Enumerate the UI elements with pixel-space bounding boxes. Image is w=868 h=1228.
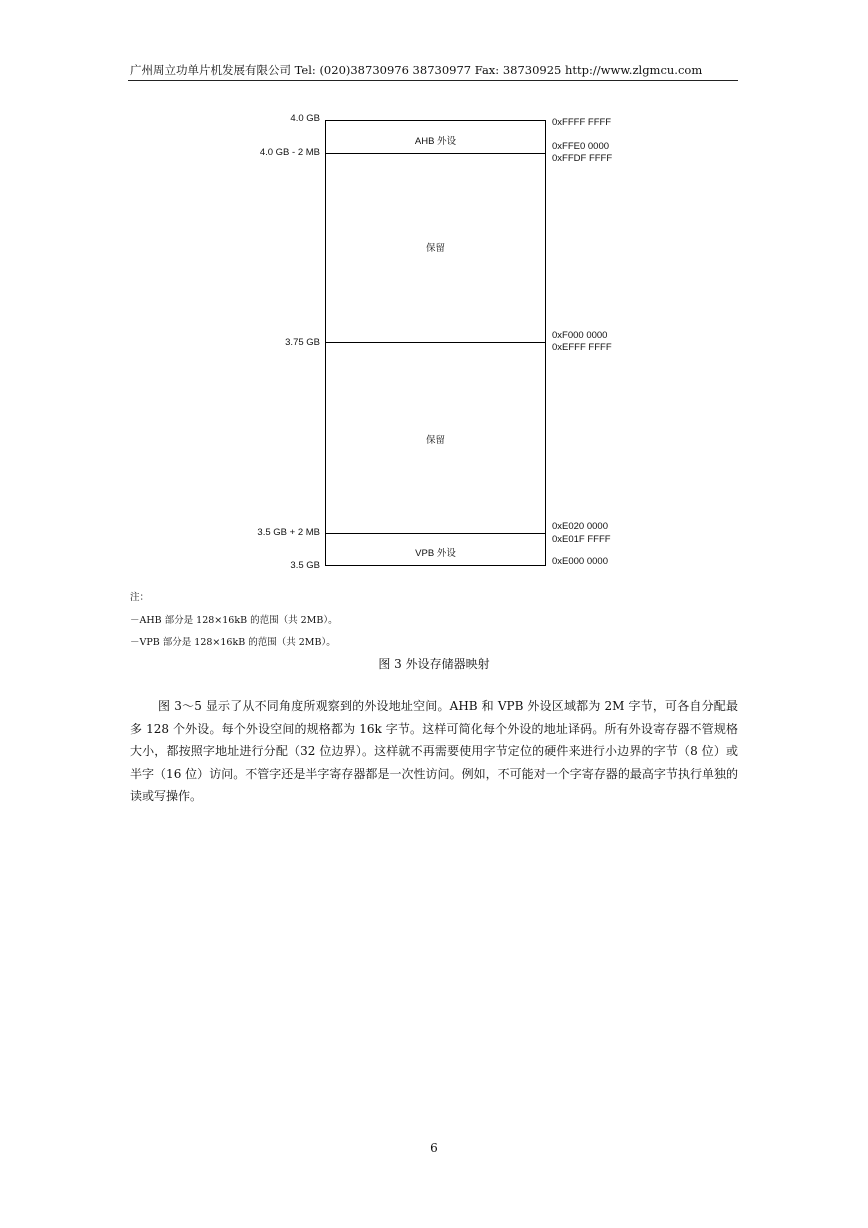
reserved-boundary-line bbox=[325, 342, 546, 343]
header-rule bbox=[128, 80, 738, 81]
figure-caption: 图 3 外设存储器映射 bbox=[378, 657, 490, 671]
vpb-boundary-line bbox=[325, 533, 546, 534]
region-reserved-lower-label: 保留 bbox=[425, 435, 445, 446]
page-number: 6 bbox=[430, 1141, 438, 1155]
addr-ffdf-ffff: 0xFFDF FFFF bbox=[552, 153, 613, 164]
label-3-75gb: 3.75 GB bbox=[285, 337, 320, 348]
label-3-5gb: 3.5 GB bbox=[290, 560, 320, 571]
note-ahb: －AHB 部分是 128×16kB 的范围（共 2MB）。 bbox=[130, 615, 338, 626]
addr-f000-0000: 0xF000 0000 bbox=[552, 330, 608, 341]
region-reserved-upper-label: 保留 bbox=[425, 243, 445, 254]
notes-title: 注： bbox=[130, 592, 150, 603]
label-3-5gb-plus-2mb: 3.5 GB + 2 MB bbox=[257, 527, 320, 538]
label-4gb-minus-2mb: 4.0 GB - 2 MB bbox=[259, 147, 320, 158]
note-vpb: －VPB 部分是 128×16kB 的范围（共 2MB）。 bbox=[130, 637, 336, 648]
addr-e000-0000: 0xE000 0000 bbox=[552, 556, 608, 567]
memory-map-box bbox=[325, 120, 546, 566]
region-ahb-label: AHB 外设 bbox=[414, 136, 457, 147]
addr-ffff-ffff: 0xFFFF FFFF bbox=[552, 117, 612, 128]
ahb-boundary-line bbox=[325, 153, 546, 154]
body-paragraph: 图 3～5 显示了从不同角度所观察到的外设地址空间。AHB 和 VPB 外设区域都为 2M 字节，可各自分配最多 128 个外设。每个外设空间的规格都为 16k 字节。这样可简化每个外设的地址译码。所有外设寄存器不管规格大小，都按照字地址进行分配（32 位边界）。这样就不再需要使用字节定位的硬件来进行小边界的字节（8 位）或半字（16 位）访问。不管字还是半字寄存器都是一次性访问。例如，不可能对一个字寄存器的最高字节执行单独的读或写操作。 bbox=[130, 699, 738, 803]
addr-e01f-ffff: 0xE01F FFFF bbox=[552, 534, 611, 545]
page-header: 广州周立功单片机发展有限公司 Tel: (020)38730976 38730977 Fax: 38730925 http://www.zlgmcu.com bbox=[130, 63, 703, 77]
region-vpb-label: VPB 外设 bbox=[415, 548, 456, 559]
addr-efff-ffff: 0xEFFF FFFF bbox=[552, 342, 612, 353]
addr-e020-0000: 0xE020 0000 bbox=[552, 521, 608, 532]
label-4gb: 4.0 GB bbox=[290, 113, 320, 124]
addr-ffe0-0000: 0xFFE0 0000 bbox=[552, 141, 610, 152]
